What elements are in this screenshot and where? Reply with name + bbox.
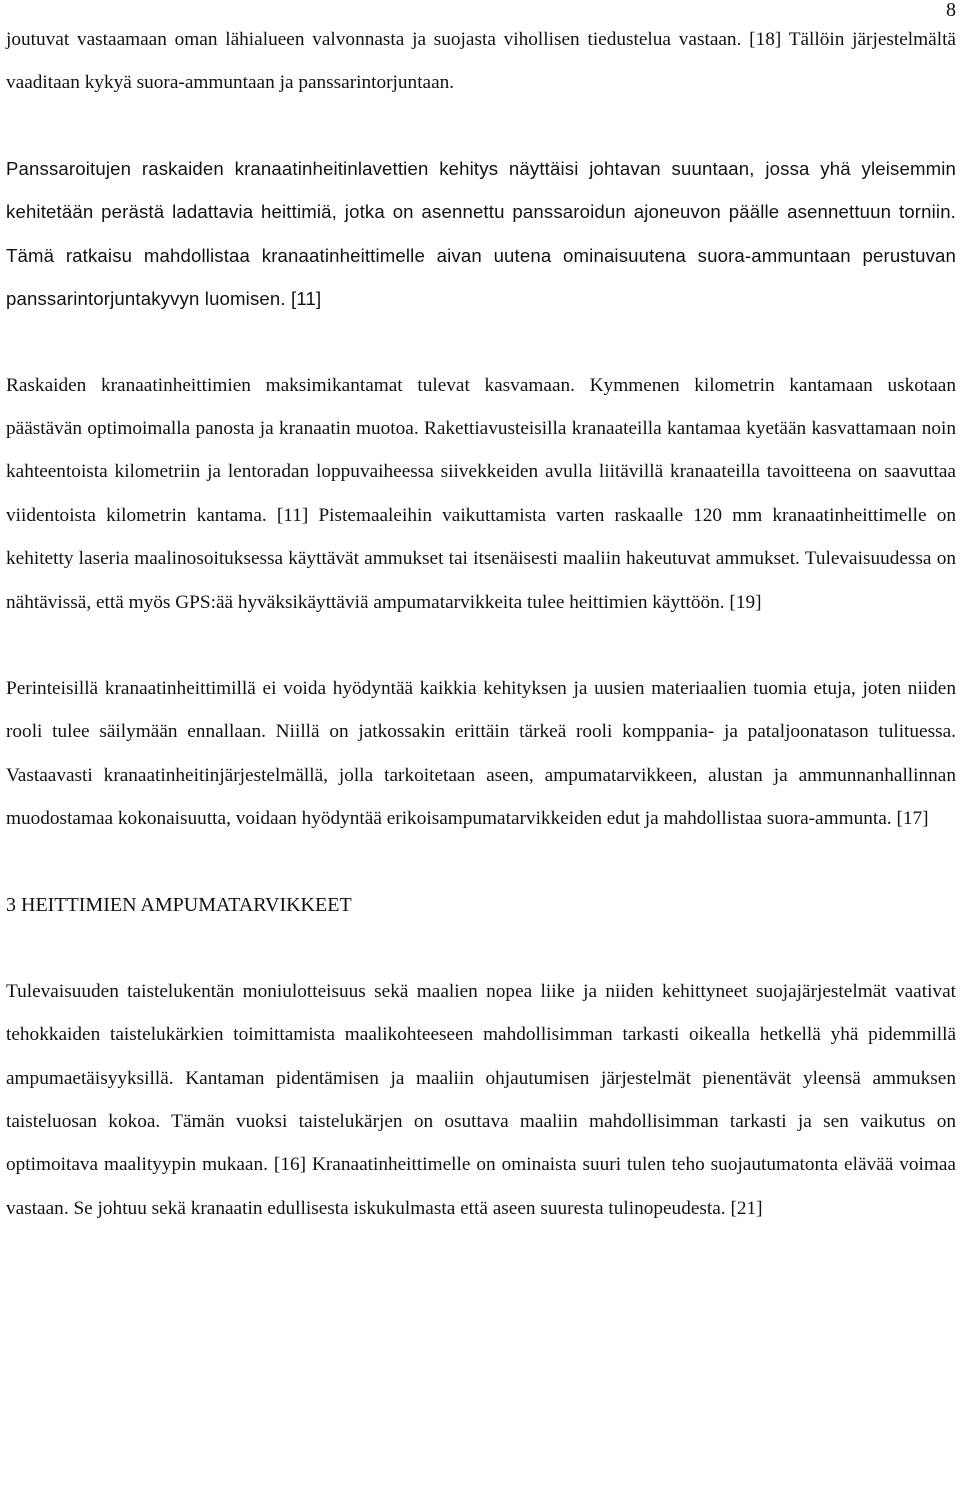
document-body xyxy=(6,18,956,1230)
paragraph-gap xyxy=(6,841,956,884)
paragraph-gap xyxy=(6,104,956,147)
section-heading: 3 HEITTIMIEN AMPUMATARVIKKEET xyxy=(6,893,352,916)
paragraph-2: Panssaroitujen raskaiden kranaatinheitinlavettien kehitys näyttäisi johtavan suuntaan, jossa yhä yleisemmin kehitetään perästä ladattavia heittimiä, jotka on asennettu panssaroidun ajoneuvon päälle asennettuun torniin. Tämä ratkaisu mahdollistaa kranaatinheittimelle aivan uutena ominaisuutena suora-ammuntaan perustuvan panssarintorjuntakyvyn luomisen. [11] xyxy=(6,158,956,310)
page-number: 8 xyxy=(946,0,956,21)
paragraph-gap xyxy=(6,624,956,667)
paragraph-3: Raskaiden kranaatinheittimien maksimikantamat tulevat kasvamaan. Kymmenen kilometrin kantamaan uskotaan päästävän optimoimalla panosta ja kranaatin muotoa. Rakettiavusteisilla kranaateilla kantamaa kyetään kasvattamaan noin kahteentoista kilometriin ja lentoradan loppuvaiheessa siivekkeiden avulla liitävillä kranaateilla tavoitteena on saavuttaa viidentoista kilometrin kantama. [11] Pistemaaleihin vaikuttamista varten raskaalle 120 mm kranaatinheittimelle on kehitetty laseria maalinosoituksessa käyttävät ammukset tai itsenäisesti maaliin hakeutuvat ammukset. Tulevaisuudessa on nähtävissä, että myös GPS:ää hyväksikäyttäviä ampumatarvikkeita tulee heittimien käyttöön. [19] xyxy=(6,374,956,613)
paragraph-5: Tulevaisuuden taistelukentän moniulotteisuus sekä maalien nopea liike ja niiden kehittyneet suojajärjestelmät vaativat tehokkaiden taistelukärkien toimittamista maalikohteeseen mahdollisimman tarkasti oikealla hetkellä yhä pidemmillä ampumaetäisyyksillä. Kantaman pidentämisen ja maaliin ohjautumisen järjestelmät pienentävät yleensä ammuksen taisteluosan kokoa. Tämän vuoksi taistelukärjen on osuttava maaliin mahdollisimman tarkasti ja sen vaikutus on optimoitava maalityypin mukaan. [16] Kranaatinheittimelle on ominaista suuri tulen teho suojautumatonta elävää voimaa vastaan. Se johtuu sekä kranaatin edullisesta iskukulmasta että aseen suuresta tulinopeudesta. [21] xyxy=(6,980,956,1219)
paragraph-1: joutuvat vastaamaan oman lähialueen valvonnasta ja suojasta vihollisen tiedustelua vastaan. [18] Tällöin järjestelmältä vaaditaan kykyä suora-ammuntaan ja panssarintorjuntaan. xyxy=(6,29,956,93)
paragraph-gap xyxy=(6,321,956,364)
paragraph-gap xyxy=(6,927,956,970)
paragraph-4: Perinteisillä kranaatinheittimillä ei voida hyödyntää kaikkia kehityksen ja uusien materiaalien tuomia etuja, joten niiden rooli tulee säilymään ennallaan. Niillä on jatkossakin erittäin tärkeä rooli komppania- ja pataljoonatason tulituessa. Vastaavasti kranaatinheitinjärjestelmällä, jolla tarkoitetaan aseen, ampumatarvikkeen, alustan ja ammunnanhallinnan muodostamaa kokonaisuutta, voidaan hyödyntää erikoisampumatarvikkeiden edut ja mahdollistaa suora-ammunta. [17] xyxy=(6,678,956,830)
